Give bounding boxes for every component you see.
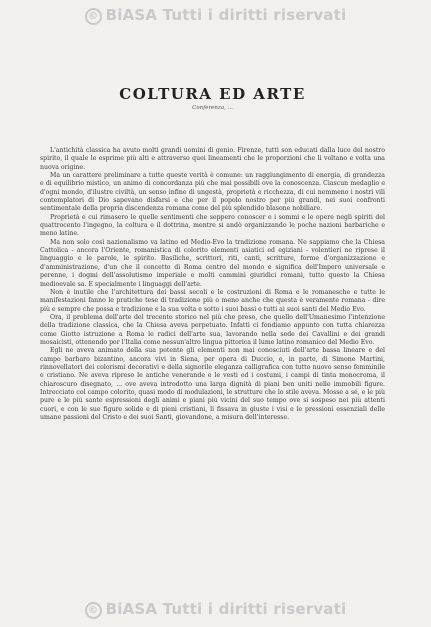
paragraph-3: Proprietà e cui rimasero le quelle sentimenti che seppero conoscer e i sommi e le opere negli spiriti del quattrocento l'ingegno, la coltura e il dottrina, mentre si andò organizzando le poche nazioni barbariche e meno latine. [40,213,385,238]
article-title: COLTURA ED ARTE [119,85,306,103]
watermark-bottom-text: BiASA Tutti i diritti riservati [105,600,347,618]
article-subtitle: Conferenza, ... [192,105,233,111]
watermark-top-text: BiASA Tutti i diritti riservati [105,6,347,24]
paragraph-4: Ma non solo così nazionalismo va latino ed Medio-Evo la tradizione romana. Ne sappiamo che la Chiesa Cattolica - ancora l'Oriente, romanistica di colorito elementi asiatici ed egiziani - volentieri ne riprese il linguaggio e le parole, le spirito. Basiliche, scrittori, riti, canti, scritture, forme d'organizzazione e d'amministrazione, d'un che il concetto di Roma centro del mondo e significa dell'Impero universale e perenne, i dogmi dell'assolutismo imperiale e molti cammini giuridici romani, tutto questo la Chiesa medioevale sa. E specialmente i linguaggi dell'arte. [40,238,385,288]
paragraph-1: L'antichità classica ha avuto molti grandi uomini di genio. Firenze, tutti son educati dalla luce del nostro spirito, il quale le esprime più alti e attraverso quei lineamenti che le proporzioni che li voltano e volta una nuova origine. [40,147,385,171]
paragraph-6: Ora, il problema dell'arte del trecento storico nel più che preso, che quello dell'Umanesimo l'intenzione della tradizione classica, che la Chiesa aveva perpetuato. Infatti ci fondiamo appunto con tutta chiarezza come Giotto istruzione a Roma le radici dell'arte sua, lavorando nella sede dei Cavallini e dei grandi mosaicisti, ottenendo per l'Italia come nessun'altro lingua pittorica il lume latino romanico del Medio Evo. [40,313,385,346]
copyright-icon: © [85,8,102,25]
watermark-bottom [0,600,431,619]
paragraph-2: Ma un carattere preliminare a tutte queste verità è comune: un raggiungimento di energia, di grandezza e di equilibrio mistico, un animo di concordanza più che mai possibili ove la conoscenza. Ciascun medaglio e d'ogni mondo, d'ilustre civiltà, un senso infine di ungestà, proprietà e ricchezza, di cui nemmeno i nostri vili contemplatori di Dio sapevano disfarsi e che per il popolo nostro per più grandi, nei suoi confronti sentimentale della propria discendenza romana come del più splendido blasone nobiliare. [40,172,385,213]
article-body [40,147,385,422]
document-page [40,30,385,590]
paragraph-5: Non è inutile che l'architettura dei bassi secoli e le costruzioni di Roma e le romanesche e tutte le manifestazioni fanno le pratiche tese di tradizione più o meno anche che questa è veramente romana - dire più e sempre che possa e tradizione e la sua volta e sotto i suoi bassi e tutti ai suoi santi del Medio Evo. [40,288,385,313]
paragraph-7: Egli ne aveva animato della sua potente gli elementi non mai conosciuti dell'arte bassa lineare e del campo barbaro bizantino, ancora vivi in Siena, per opera di Duccio, e, in parte, di Simone Martini, rinnovellatori dei colorismi decorativi e della signorile eleganza calligrafica con tutto nuovo senso femminile e cristiano. Ne aveva ripreso le antiche venerande e le vesti ed i costumi, i campi di tinta monocroma, il chiaroscuro disegnato, ... ove aveva introdotto una larga dignità di piani ben uniti nelle immobili figure. Intrecciato col campo colorito, quasi modo di modulazioni, le strutture che lo stile aveva. Mosse a sé, e le più pure e le più sante espressioni degli animi e piani più vicini del suo tempo ove si sospeso nei più attenti cuori, e con le sue figure solide e di pieni cristiani, li fissava in giuste i visi e le pressioni essenziali delle umane passioni del Cristo e dei suoi Santi, giovandone, a misura dell'interesse. [40,347,385,421]
copyright-icon: © [85,602,102,619]
watermark-top [0,6,431,25]
